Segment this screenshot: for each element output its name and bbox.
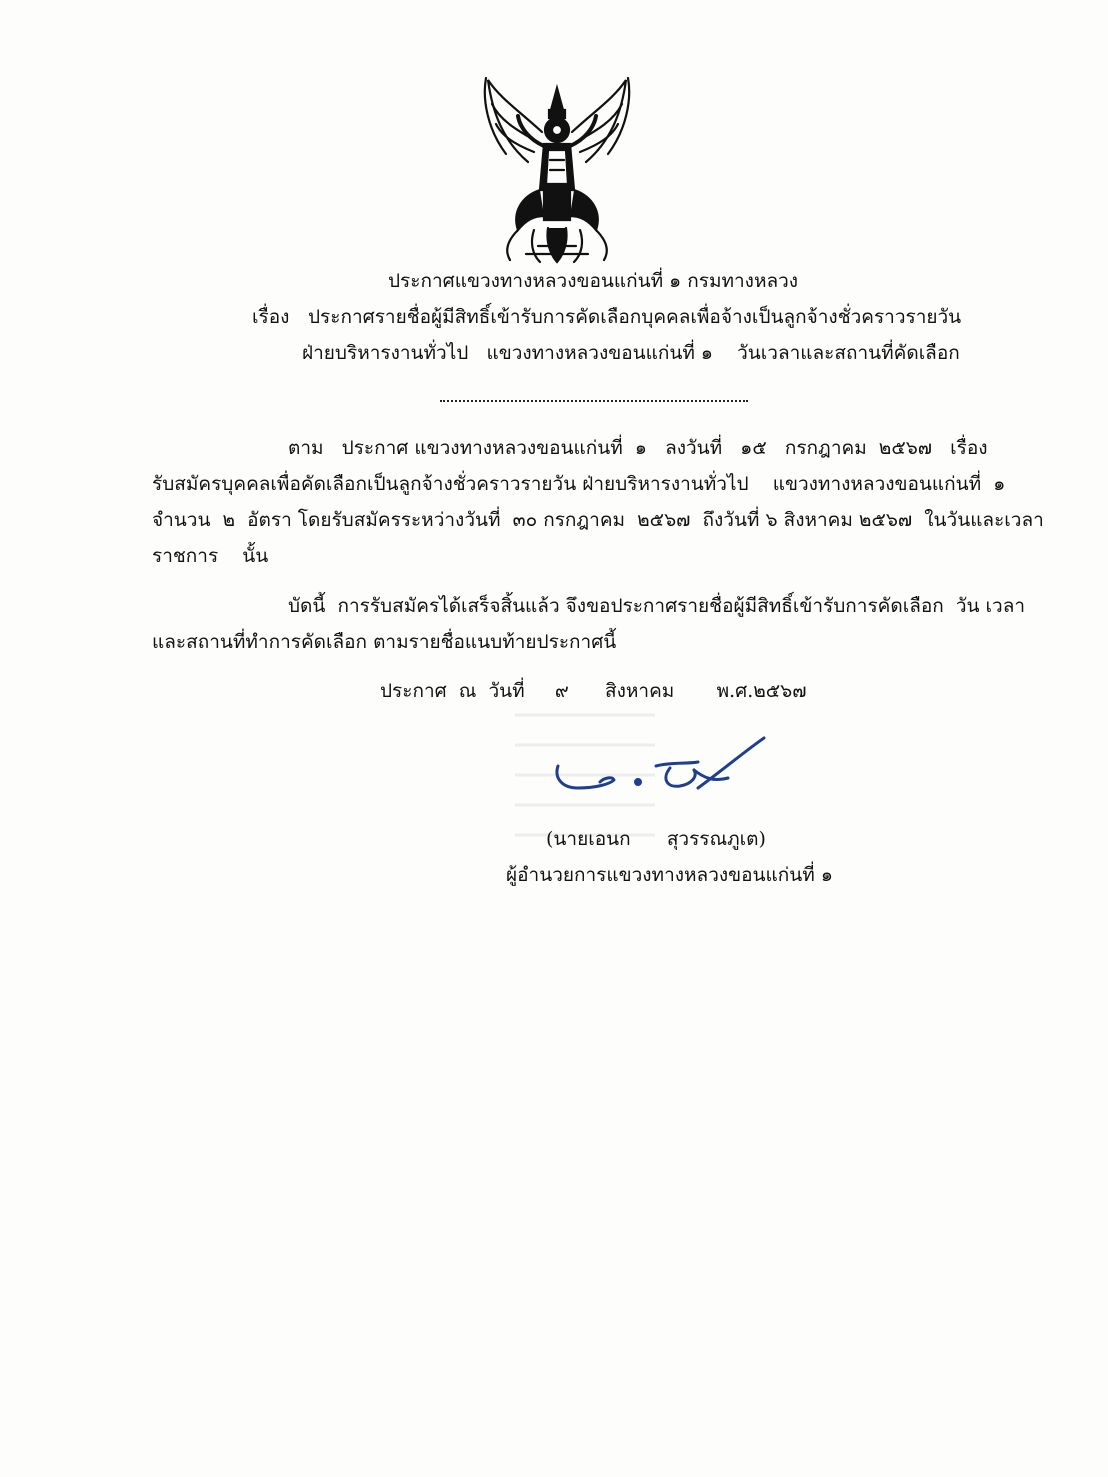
paragraph-1-line-3: จำนวน ๒ อัตรา โดยรับสมัครระหว่างวันที่ ๓๐ กรกฎาคม ๒๕๖๗ ถึงวันที่ ๖ สิงหาคม ๒๕๖๗ ในวันและเวลา — [152, 509, 1044, 531]
divider — [440, 400, 748, 402]
paragraph-2-line-2: และสถานที่ทำการคัดเลือก ตามรายชื่อแนบท้ายประกาศนี้ — [152, 631, 617, 653]
signature-icon — [548, 732, 776, 802]
garuda-emblem-icon — [478, 70, 636, 266]
paragraph-1-line-1: ตาม ประกาศ แขวงทางหลวงขอนแก่นที่ ๑ ลงวันที่ ๑๕ กรกฎาคม ๒๕๖๗ เรื่อง — [288, 437, 988, 459]
signatory-title: ผู้อำนวยการแขวงทางหลวงขอนแก่นที่ ๑ — [506, 864, 833, 886]
announcement-date: ประกาศ ณ วันที่ ๙ สิงหาคม พ.ศ.๒๕๖๗ — [380, 680, 807, 702]
signatory-name: (นายเอนก สุวรรณภูเต) — [546, 828, 766, 850]
paragraph-1-line-4: ราชการ นั้น — [152, 545, 269, 567]
paragraph-1 — [152, 430, 1044, 574]
subject-continuation: ฝ่ายบริหารงานทั่วไป แขวงทางหลวงขอนแก่นที่ ๑ วันเวลาและสถานที่คัดเลือก — [302, 342, 960, 364]
paragraph-2 — [152, 588, 1032, 660]
paragraph-2-line-1: บัดนี้ การรับสมัครได้เสร็จสิ้นแล้ว จึงขอประกาศรายชื่อผู้มีสิทธิ์เข้ารับการคัดเลือก วัน เวลา — [288, 595, 1026, 617]
paragraph-1-line-2: รับสมัครบุคคลเพื่อคัดเลือกเป็นลูกจ้างชั่วคราวรายวัน ฝ่ายบริหารงานทั่วไป แขวงทางหลวงขอนแก่นที่ ๑ — [152, 473, 1006, 495]
subject-label: เรื่อง — [252, 306, 290, 328]
subject-text: ประกาศรายชื่อผู้มีสิทธิ์เข้ารับการคัดเลือกบุคคลเพื่อจ้างเป็นลูกจ้างชั่วคราวรายวัน — [308, 306, 962, 328]
header-title: ประกาศแขวงทางหลวงขอนแก่นที่ ๑ กรมทางหลวง — [388, 270, 799, 292]
